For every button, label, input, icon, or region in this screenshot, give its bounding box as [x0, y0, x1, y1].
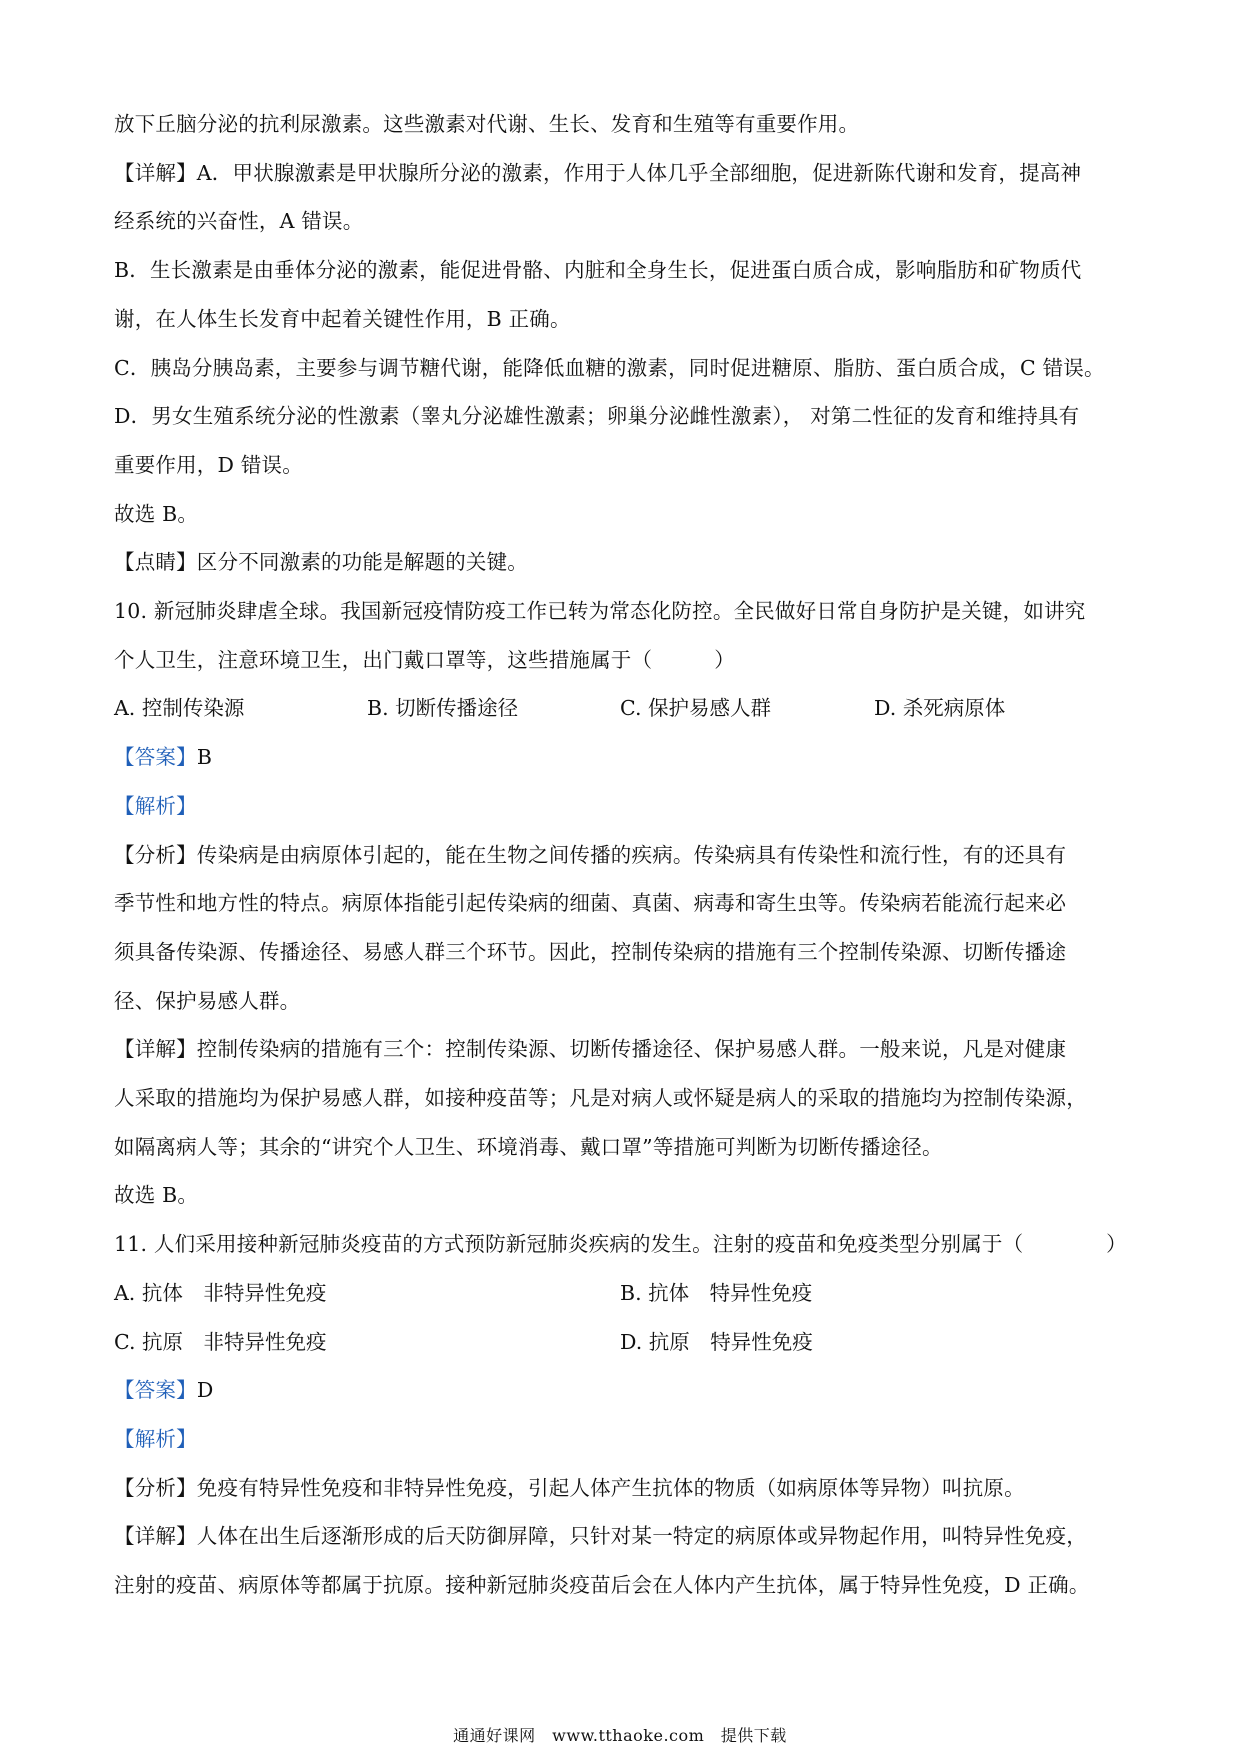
analysis-line: 【分析】免疫有特异性免疫和非特异性免疫，引起人体产生抗体的物质（如病原体等异物）叫抗原。 — [114, 1475, 1025, 1500]
text-line: 重要作用，D 错误。 — [114, 452, 303, 477]
document-body — [114, 100, 1134, 1610]
text-line: 【点睛】区分不同激素的功能是解题的关键。 — [114, 550, 528, 575]
text-line: 放下丘脑分泌的抗利尿激素。这些激素对代谢、生长、发育和生殖等有重要作用。 — [114, 112, 860, 136]
question-11-stem: 11. 人们采用接种新冠肺炎疫苗的方式预防新冠肺炎疾病的发生。注射的疫苗和免疫类型分别属于（ ） — [114, 1232, 1127, 1257]
option-d: D. 抗原 特异性免疫 — [620, 1329, 813, 1354]
question-10-stem: 个人卫生，注意环境卫生，出门戴口罩等，这些措施属于（ ） — [114, 647, 735, 672]
analysis-line: 故选 B。 — [114, 1183, 199, 1208]
analysis-line: 注射的疫苗、病原体等都属于抗原。接种新冠肺炎疫苗后会在人体内产生抗体，属于特异性免疫，D 正确。 — [114, 1573, 1090, 1598]
option-c: C. 抗原 非特异性免疫 — [114, 1329, 327, 1354]
analysis-line: 季节性和地方性的特点。病原体指能引起传染病的细菌、真菌、病毒和寄生虫等。传染病若能流行起来必 — [114, 891, 1067, 916]
analysis-line: 径、保护易感人群。 — [114, 988, 301, 1013]
text-line: 经系统的兴奋性，A 错误。 — [114, 209, 364, 234]
text-line: C．胰岛分胰岛素，主要参与调节糖代谢，能降低血糖的激素，同时促进糖原、脂肪、蛋白质合成，C 错误。 — [114, 355, 1105, 380]
text-line: 【详解】A．甲状腺激素是甲状腺所分泌的激素，作用于人体几乎全部细胞，促进新陈代谢和发育，提高神 — [114, 160, 1082, 185]
text-line: D．男女生殖系统分泌的性激素（睾丸分泌雄性激素；卵巢分泌雌性激素）， 对第二性征的发育和维持具有 — [114, 404, 1080, 429]
option-a: A. 抗体 非特异性免疫 — [114, 1280, 327, 1305]
text-line: B．生长激素是由垂体分泌的激素，能促进骨骼、内脏和全身生长，促进蛋白质合成，影响脂肪和矿物质代 — [114, 258, 1082, 283]
answer-label: 【答案】 — [114, 745, 197, 770]
option-b: B. 切断传播途径 — [367, 696, 519, 721]
option-b: B. 抗体 特异性免疫 — [620, 1280, 813, 1305]
option-a: A. 控制传染源 — [114, 696, 245, 721]
analysis-line: 须具备传染源、传播途径、易感人群三个环节。因此，控制传染病的措施有三个控制传染源、切断传播途 — [114, 939, 1067, 964]
answer-value: D — [196, 1378, 214, 1403]
analysis-label: 【解析】 — [114, 793, 197, 818]
question-10-stem: 10. 新冠肺炎肆虐全球。我国新冠疫情防疫工作已转为常态化防控。全民做好日常自身防护是关键，如讲究 — [114, 599, 1086, 624]
text-line: 谢，在人体生长发育中起着关键性作用，B 正确。 — [114, 306, 571, 331]
option-c: C. 保护易感人群 — [620, 696, 771, 721]
question-11-options-row-2 — [114, 1318, 1134, 1367]
analysis-line: 如隔离病人等；其余的“讲究个人卫生、环境消毒、戴口罩”等措施可判断为切断传播途径。 — [114, 1134, 943, 1159]
answer-label: 【答案】 — [114, 1378, 197, 1403]
analysis-line: 【详解】人体在出生后逐渐形成的后天防御屏障，只针对某一特定的病原体或异物起作用，叫特异性免疫， — [114, 1524, 1087, 1549]
answer-value: B — [196, 745, 213, 770]
option-d: D. 杀死病原体 — [874, 696, 1006, 721]
question-11-answer — [114, 1366, 1134, 1415]
question-11-options-row-1 — [114, 1269, 1134, 1318]
analysis-line: 【详解】控制传染病的措施有三个：控制传染源、切断传播途径、保护易感人群。一般来说，凡是对健康 — [114, 1037, 1067, 1062]
analysis-label: 【解析】 — [114, 1426, 197, 1451]
question-10-answer — [114, 733, 1134, 782]
page-footer: 通通好课网 www.tthaoke.com 提供下载 — [453, 1726, 787, 1745]
text-line: 故选 B。 — [114, 501, 199, 526]
analysis-line: 人采取的措施均为保护易感人群，如接种疫苗等；凡是对病人或怀疑是病人的采取的措施均为控制传染源， — [114, 1086, 1087, 1111]
analysis-line: 【分析】传染病是由病原体引起的，能在生物之间传播的疾病。传染病具有传染性和流行性，有的还具有 — [114, 842, 1067, 867]
question-10-options — [114, 684, 1134, 733]
